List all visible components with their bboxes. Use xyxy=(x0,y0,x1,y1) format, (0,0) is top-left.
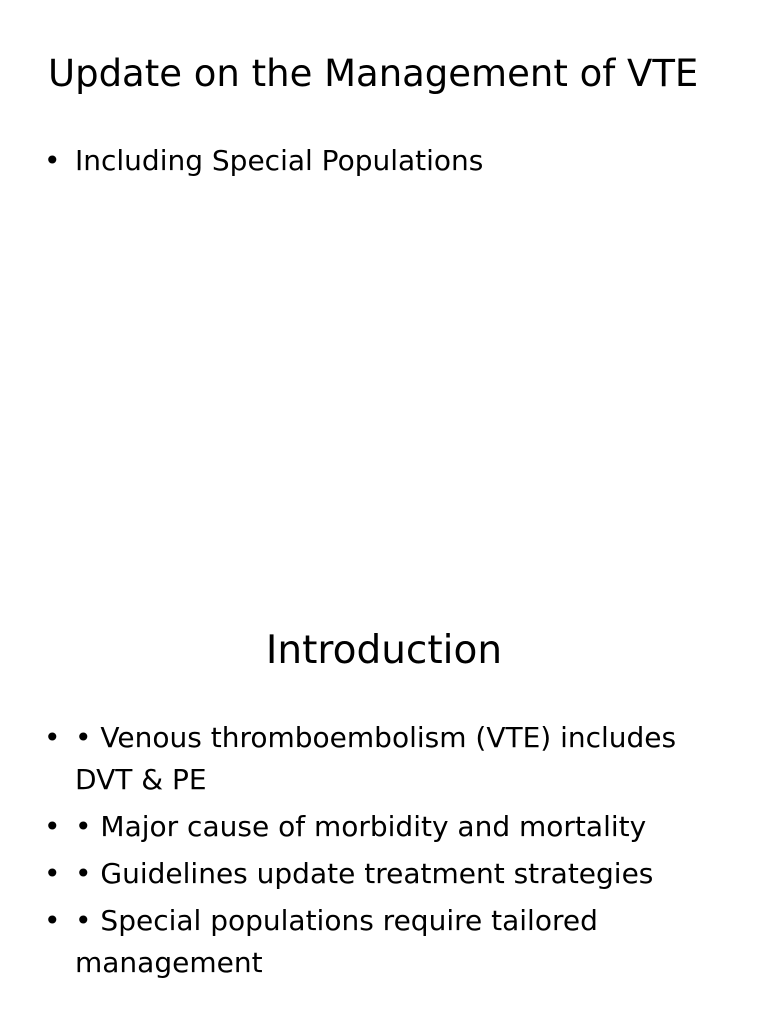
slide-1-bullet-list xyxy=(44,140,724,187)
list-item xyxy=(44,900,724,984)
bullet-icon: • xyxy=(44,857,61,890)
bullet-text: Including Special Populations xyxy=(75,144,484,177)
bullet-icon: • xyxy=(44,904,61,937)
list-item xyxy=(44,717,724,801)
slide-2-bullet-list xyxy=(44,717,724,989)
list-item xyxy=(44,140,724,182)
bullet-text: • Special populations require tailored management xyxy=(75,904,598,979)
slide-2 xyxy=(0,512,768,1024)
bullet-icon: • xyxy=(44,144,61,177)
bullet-icon: • xyxy=(44,721,61,754)
slide-2-title: Introduction xyxy=(265,628,503,673)
bullet-text: • Venous thromboembolism (VTE) includes DVT & PE xyxy=(75,721,677,796)
bullet-icon: • xyxy=(44,810,61,843)
bullet-text: • Major cause of morbidity and mortality xyxy=(75,810,647,843)
list-item xyxy=(44,806,724,848)
bullet-text: • Guidelines update treatment strategies xyxy=(75,857,654,890)
list-item xyxy=(44,853,724,895)
slide-1-title: Update on the Management of VTE xyxy=(48,52,699,95)
